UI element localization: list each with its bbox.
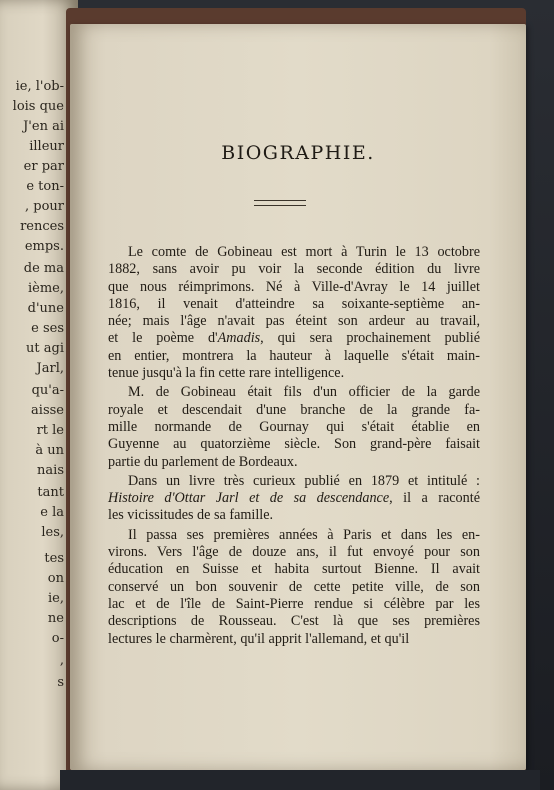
previous-page-text-fragment: qu'a- [31, 383, 64, 398]
book-page [70, 24, 526, 770]
text-line: 1882, sans avoir pu voir la seconde édition du livre [108, 261, 480, 278]
text-line: partie du parlement de Bordeaux. [108, 453, 298, 470]
previous-page-text-fragment: e ton- [26, 179, 64, 194]
text-line: éducation en Suisse et habita surtout Bienne. Il avait [108, 561, 480, 578]
previous-page-text-fragment: lois que [12, 99, 64, 114]
previous-page-text-fragment: on [47, 571, 64, 586]
page-body [108, 244, 480, 650]
text-line: Guyenne au quatorzième siècle. Son grand-père faisait [108, 436, 480, 453]
previous-page-text-fragment: ut agi [26, 341, 64, 356]
previous-page-text-fragment: aisse [31, 403, 64, 418]
text-line: Le comte de Gobineau est mort à Turin le 13 octobre [128, 244, 480, 260]
text-line: Il passa ses premières années à Paris et dans les en- [128, 526, 480, 543]
previous-page-text-fragment: , [59, 653, 64, 668]
paragraph [108, 473, 480, 525]
previous-page-text-fragment: les, [41, 525, 64, 540]
previous-page-text-fragment: e ses [31, 321, 64, 336]
previous-page-text-fragment: s [57, 675, 64, 690]
text-line: Dans un livre très curieux publié en 1879 et intitulé : [128, 472, 480, 489]
text-line: Histoire d'Ottar Jarl et de sa descendance, il a raconté [108, 490, 480, 507]
text-line: virons. Vers l'âge de douze ans, il fut envoyé pour son [108, 544, 480, 561]
text-line: royale et descendait d'une branche de la grande fa- [108, 401, 480, 418]
previous-page-text-fragment: tant [37, 485, 64, 500]
text-line: lac et de l'île de Saint-Pierre rendue si célèbre par les [108, 595, 480, 612]
page-title: BIOGRAPHIE. [221, 142, 375, 164]
previous-page-text-fragment: emps. [24, 239, 64, 254]
text-line: conservé un bon souvenir de cette petite ville, de son [108, 578, 480, 595]
text-line: que nous réimprimons. Né à Ville-d'Avray le 14 juillet [108, 278, 480, 295]
text-line: M. de Gobineau était fils d'un officier de la garde [128, 384, 480, 401]
previous-page-text-fragment: ne [47, 611, 64, 626]
table-surface [60, 770, 540, 790]
paragraph [108, 244, 480, 382]
previous-page-text-fragment: illeur [29, 139, 64, 154]
previous-page-text-fragment: ie, [48, 591, 64, 606]
previous-page-text-fragment: ième, [27, 281, 64, 296]
previous-page-text-fragment: J'en ai [23, 119, 64, 134]
paragraph [108, 527, 480, 648]
text-line: tenue jusqu'à la fin cette rare intelligence. [108, 365, 345, 382]
previous-page-text-fragment: à un [35, 443, 64, 458]
text-line: et le poème d'Amadis, qui sera prochainement publié [108, 330, 480, 347]
previous-page-text-fragment: ie, l'ob- [15, 79, 64, 94]
text-line: les vicissitudes de sa famille. [108, 507, 274, 524]
previous-page-text-fragment: rt le [36, 423, 64, 438]
previous-page-text-fragment: er par [23, 159, 64, 174]
previous-page-text-fragment: , pour [25, 199, 64, 214]
previous-page-text-fragment: tes [44, 551, 64, 566]
text-line: 1816, il venait d'atteindre sa soixante-septième an- [108, 295, 480, 312]
text-line: mille normande de Gournay qui s'était établie en [108, 418, 480, 435]
title-ornament [254, 200, 306, 206]
previous-page-text-fragment: e la [40, 505, 64, 520]
previous-page-text-fragment: d'une [27, 301, 64, 316]
previous-page-text-fragment: nais [37, 463, 64, 478]
text-line: lectures le charmèrent, qu'il apprit l'allemand, et qu'il [108, 630, 410, 647]
text-line: descriptions de Rousseau. C'est là que ses premières [108, 613, 480, 630]
text-line: en entier, montrera la hauteur à laquelle s'était main- [108, 347, 480, 364]
previous-page-text-fragment: rences [20, 219, 64, 234]
paragraph [108, 384, 480, 470]
text-line: née; mais l'âge n'avait pas éteint son ardeur au travail, [108, 313, 480, 330]
previous-page-text-fragment: de ma [23, 261, 64, 276]
previous-page-text-fragment: Jarl, [36, 361, 64, 376]
previous-page-text-fragment: o- [51, 631, 64, 646]
